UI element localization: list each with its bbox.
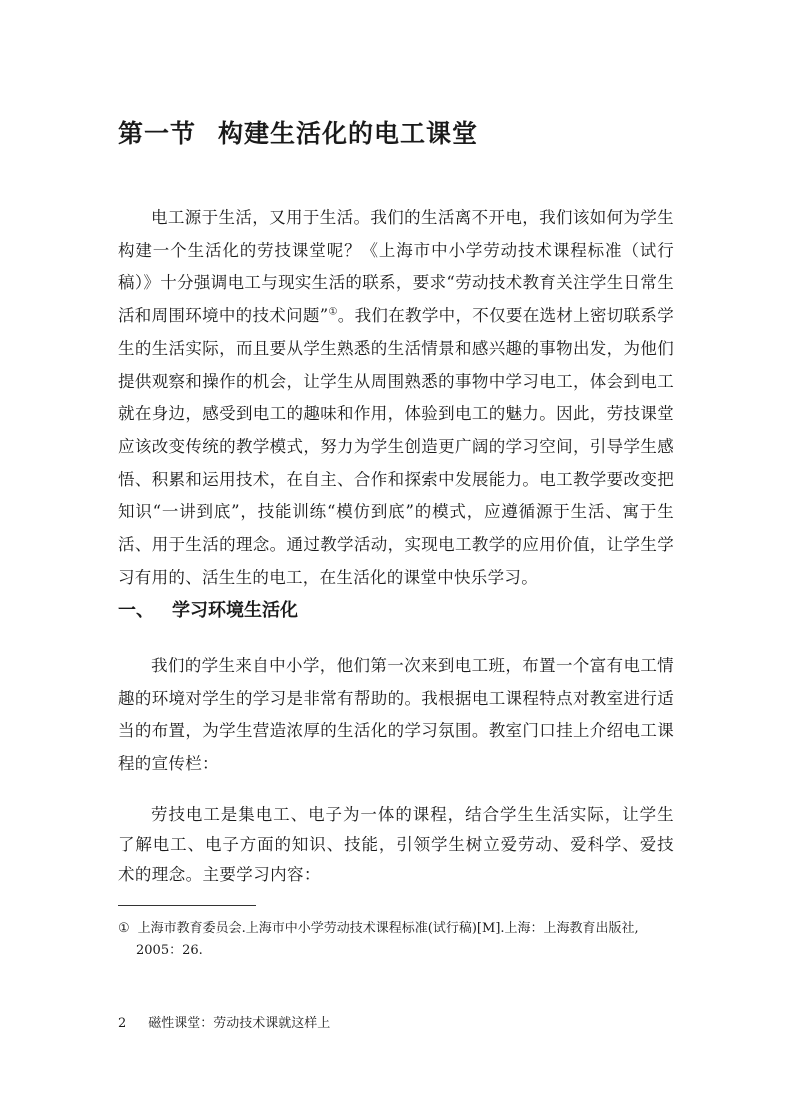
section-heading-text: 构建生活化的电工课堂 bbox=[218, 119, 479, 148]
page-number: 2 bbox=[118, 1016, 127, 1031]
paragraph-1-text-b: 。我们在教学中，不仅要在选材上密切联系学生的生活实际，而且要从学生熟悉的生活情景和感兴趣的事物出发，为他们提供观察和操作的机会，让学生从周围熟悉的事物中学习电工，体会到电工就在身边，感受到电工的趣味和作用，体验到电工的魅力。因此，劳技课堂应该改变传统的教学模式，努力为学生创造更广阔的学习空间，引导学生感悟、积累和运用技术，在自主、合作和探索中发展能力。电工教学要改变把知识“一讲到底”，技能训练“模仿到底”的模式，应遵循源于生活、寓于生活、用于生活的理念。通过教学活动，实现电工教学的应用价值，让学生学习有用的、活生生的电工，在生活化的课堂中快乐学习。 bbox=[118, 306, 675, 587]
footnote-divider bbox=[118, 905, 256, 906]
body-paragraph-1 bbox=[118, 202, 674, 594]
footnote-text: 上海市教育委员会.上海市中小学劳动技术课程标准(试行稿)[M].上海：上海教育出版社, bbox=[137, 921, 639, 936]
footnote bbox=[118, 918, 674, 962]
running-book-title: 磁性课堂：劳动技术课就这样上 bbox=[148, 1016, 331, 1031]
paragraph-1-text-a: 电工源于生活，又用于生活。我们的生活离不开电，我们该如何为学生构建一个生活化的劳技课堂呢？《上海市中小学劳动技术课程标准（试行稿）》十分强调电工与现实生活的联系，要求“劳动技术教育关注学生日常生活和周围环境中的技术问题” bbox=[118, 208, 674, 326]
section-title bbox=[118, 114, 478, 150]
subsection-number: 一、 bbox=[118, 600, 154, 621]
page-footer bbox=[118, 1012, 330, 1031]
section-number: 第一节 bbox=[118, 119, 197, 148]
footnote-reference[interactable]: ① bbox=[328, 306, 338, 318]
footnote-year: 2005：26. bbox=[136, 943, 203, 958]
body-paragraph-2: 我们的学生来自中小学，他们第一次来到电工班，布置一个富有电工情趣的环境对学生的学习是非常有帮助的。我根据电工课程特点对教室进行适当的布置，为学生营造浓厚的生活化的学习氛围。教室门口挂上介绍电工课程的宣传栏： bbox=[118, 656, 674, 774]
bulletin-quote: 劳技电工是集电工、电子为一体的课程，结合学生生活实际，让学生了解电工、电子方面的知识、技能，引领学生树立爱劳动、爱科学、爱技术的理念。主要学习内容： bbox=[118, 805, 674, 884]
footnote-mark: ① bbox=[118, 921, 130, 936]
subsection-heading-text: 学习环境生活化 bbox=[172, 600, 298, 621]
subsection-heading bbox=[118, 596, 298, 622]
